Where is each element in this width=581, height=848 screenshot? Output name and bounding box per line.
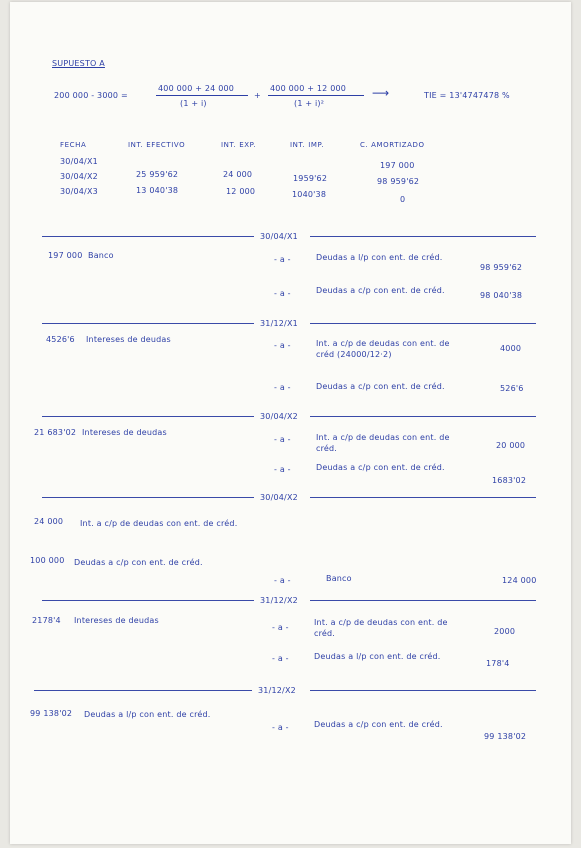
table-cell: 30/04/X3	[60, 187, 98, 196]
separator: - a -	[274, 435, 291, 444]
entry-divider	[310, 690, 536, 691]
equation-denominator-1: (1 + i)	[180, 99, 207, 108]
credit-account: Deudas a c/p con ent. de créd.	[314, 720, 443, 729]
equation-lhs: 200 000 - 3000 =	[54, 91, 128, 100]
table-cell: 0	[400, 195, 406, 204]
separator: - a -	[272, 723, 289, 732]
equation-numerator-1: 400 000 + 24 000	[158, 84, 235, 93]
table-cell: 30/04/X1	[60, 157, 98, 166]
credit-amount: 98 040'38	[480, 291, 523, 300]
credit-amount: 98 959'62	[480, 263, 523, 272]
entry-date: 30/04/X2	[260, 412, 298, 421]
entry-divider	[310, 416, 536, 417]
credit-amount: 124 000	[502, 576, 537, 585]
credit-amount: 2000	[494, 627, 516, 636]
separator: - a -	[274, 576, 291, 585]
debit-account: Intereses de deudas	[86, 335, 171, 344]
credit-amount: 178'4	[486, 659, 510, 668]
debit-account: Intereses de deudas	[74, 616, 159, 625]
entry-divider	[34, 690, 252, 691]
debit-account: Deudas a l/p con ent. de créd.	[84, 710, 211, 719]
entry-divider	[310, 236, 536, 237]
credit-account: Deudas a c/p con ent. de créd.	[316, 382, 445, 391]
debit-account: Deudas a c/p con ent. de créd.	[74, 558, 203, 567]
document-title: SUPUESTO A	[52, 59, 105, 68]
debit-amount: 21 683'02	[34, 428, 77, 437]
credit-amount: 4000	[500, 344, 522, 353]
credit-account: Deudas a c/p con ent. de créd.	[316, 286, 445, 295]
separator: - a -	[274, 289, 291, 298]
entry-divider	[310, 600, 536, 601]
entry-divider	[42, 236, 254, 237]
equation-denominator-2: (1 + i)²	[294, 99, 325, 108]
entry-divider	[310, 323, 536, 324]
debit-account: Intereses de deudas	[82, 428, 167, 437]
table-cell: 13 040'38	[136, 186, 179, 195]
entry-date: 30/04/X2	[260, 493, 298, 502]
credit-amount: 1683'02	[492, 476, 527, 485]
table-cell: 1040'38	[292, 190, 327, 199]
table-header: FECHA	[60, 141, 87, 149]
table-cell: 197 000	[380, 161, 415, 170]
fraction-bar-1	[156, 95, 248, 96]
separator: - a -	[272, 654, 289, 663]
table-header: INT. IMP.	[290, 141, 325, 149]
table-cell: 98 959'62	[377, 177, 420, 186]
credit-account: Deudas a l/p con ent. de créd.	[316, 253, 443, 262]
credit-account: Int. a c/p de deudas con ent. de créd.	[316, 433, 450, 453]
entry-divider	[310, 497, 536, 498]
entry-divider	[42, 600, 254, 601]
arrow-icon: ⟶	[372, 86, 390, 100]
equation-numerator-2: 400 000 + 12 000	[270, 84, 347, 93]
equation-plus: +	[254, 91, 261, 100]
table-cell: 25 959'62	[136, 170, 179, 179]
entry-date: 31/12/X2	[260, 596, 298, 605]
separator: - a -	[274, 341, 291, 350]
credit-account: Deudas a l/p con ent. de créd.	[314, 652, 441, 661]
fraction-bar-2	[268, 95, 364, 96]
debit-amount: 197 000	[48, 251, 83, 260]
entry-divider	[42, 497, 254, 498]
entry-divider	[42, 323, 254, 324]
debit-amount: 100 000	[30, 556, 65, 565]
table-header: INT. EFECTIVO	[128, 141, 186, 149]
table-cell: 12 000	[226, 187, 256, 196]
entry-date: 30/04/X1	[260, 232, 298, 241]
table-cell: 30/04/X2	[60, 172, 98, 181]
table-cell: 24 000	[223, 170, 253, 179]
credit-account: Int. a c/p de deudas con ent. de créd (24000/12·2)	[316, 339, 450, 359]
debit-amount: 24 000	[34, 517, 64, 526]
credit-account: Int. a c/p de deudas con ent. de créd.	[314, 618, 448, 638]
table-header: C. AMORTIZADO	[360, 141, 425, 149]
debit-account: Banco	[88, 251, 114, 260]
credit-account: Banco	[326, 574, 352, 583]
credit-amount: 20 000	[496, 441, 526, 450]
credit-amount: 99 138'02	[484, 732, 527, 741]
debit-account: Int. a c/p de deudas con ent. de créd.	[80, 519, 238, 528]
separator: - a -	[272, 623, 289, 632]
separator: - a -	[274, 383, 291, 392]
credit-amount: 526'6	[500, 384, 524, 393]
table-header: INT. EXP.	[221, 141, 257, 149]
table-cell: 1959'62	[293, 174, 328, 183]
debit-amount: 4526'6	[46, 335, 75, 344]
entry-divider	[42, 416, 254, 417]
paper-sheet	[10, 2, 571, 844]
entry-date: 31/12/X2	[258, 686, 296, 695]
debit-amount: 2178'4	[32, 616, 61, 625]
equation-tie: TIE = 13'4747478 %	[424, 91, 510, 100]
entry-date: 31/12/X1	[260, 319, 298, 328]
credit-account: Deudas a c/p con ent. de créd.	[316, 463, 445, 472]
debit-amount: 99 138'02	[30, 709, 73, 718]
separator: - a -	[274, 255, 291, 264]
separator: - a -	[274, 465, 291, 474]
